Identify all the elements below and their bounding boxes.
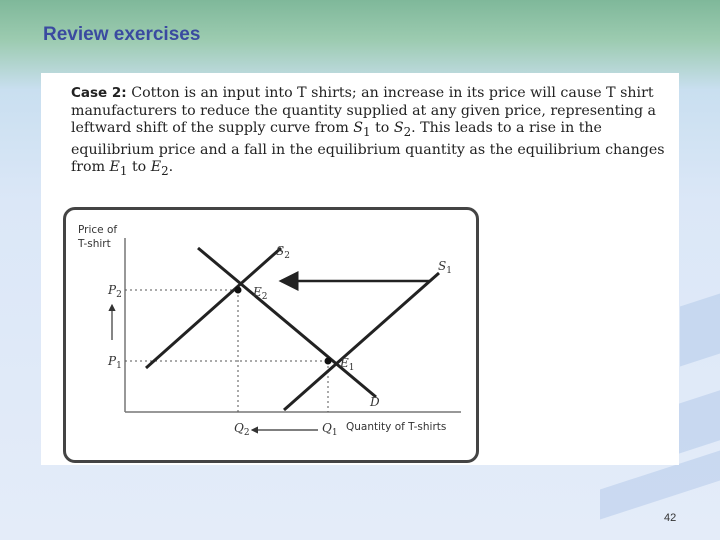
supply-demand-graph <box>63 207 479 463</box>
equilibrium-e1-point <box>325 358 332 365</box>
case-description <box>71 85 671 181</box>
s1-ref-sub: 1 <box>363 125 371 140</box>
e1-ref: E <box>109 159 120 176</box>
page-number: 42 <box>664 512 677 524</box>
x-axis-label: Quantity of T-shirts <box>346 421 447 433</box>
supply-curve-s1 <box>284 273 439 410</box>
s2-ref-sub: 2 <box>403 125 412 140</box>
equilibrium-e2-point <box>235 287 242 294</box>
graph-canvas <box>66 210 476 460</box>
e2-label: $E_2$ <box>253 285 268 302</box>
e1-label: $E_1$ <box>340 356 355 373</box>
background-decoration <box>680 294 720 367</box>
slide-title: Review exercises <box>43 24 201 45</box>
case-label: Case 2: <box>71 85 127 101</box>
s2-ref: S <box>393 120 404 137</box>
case-text-part: Cotton is an input into T shirts; an increase in its price will cause T shirt manufacturers to reduce the quantity supplied at any given price, representing a leftward shift of the supply curve from <box>71 85 657 137</box>
s1-label: $S_1$ <box>438 259 452 276</box>
case-text-part: . <box>168 159 174 176</box>
s1-ref: S <box>353 120 364 137</box>
s2-label: $S_2$ <box>276 244 290 261</box>
y-axis-label-line2: T-shirt <box>78 238 111 250</box>
case-text-part: to <box>370 120 394 137</box>
p2-label: $P_2$ <box>108 283 122 300</box>
case-text-part: . This leads to a rise in the equilibrium price and a fall in the equilibrium quantity as the equilibrium changes from <box>71 120 665 176</box>
demand-curve <box>198 248 376 397</box>
e2-ref-sub: 2 <box>161 164 169 179</box>
q2-label: $Q_2$ <box>234 421 250 438</box>
exercise-panel <box>41 73 679 465</box>
demand-label: D <box>370 395 380 409</box>
e1-ref-sub: 1 <box>119 164 128 179</box>
y-axis-label-line1: Price of <box>78 224 118 236</box>
q1-label: $Q_1$ <box>322 421 338 438</box>
p1-label: $P_1$ <box>108 354 122 371</box>
e2-ref: E <box>150 159 162 176</box>
supply-curve-s2 <box>146 248 281 368</box>
case-text-part: to <box>127 159 151 176</box>
